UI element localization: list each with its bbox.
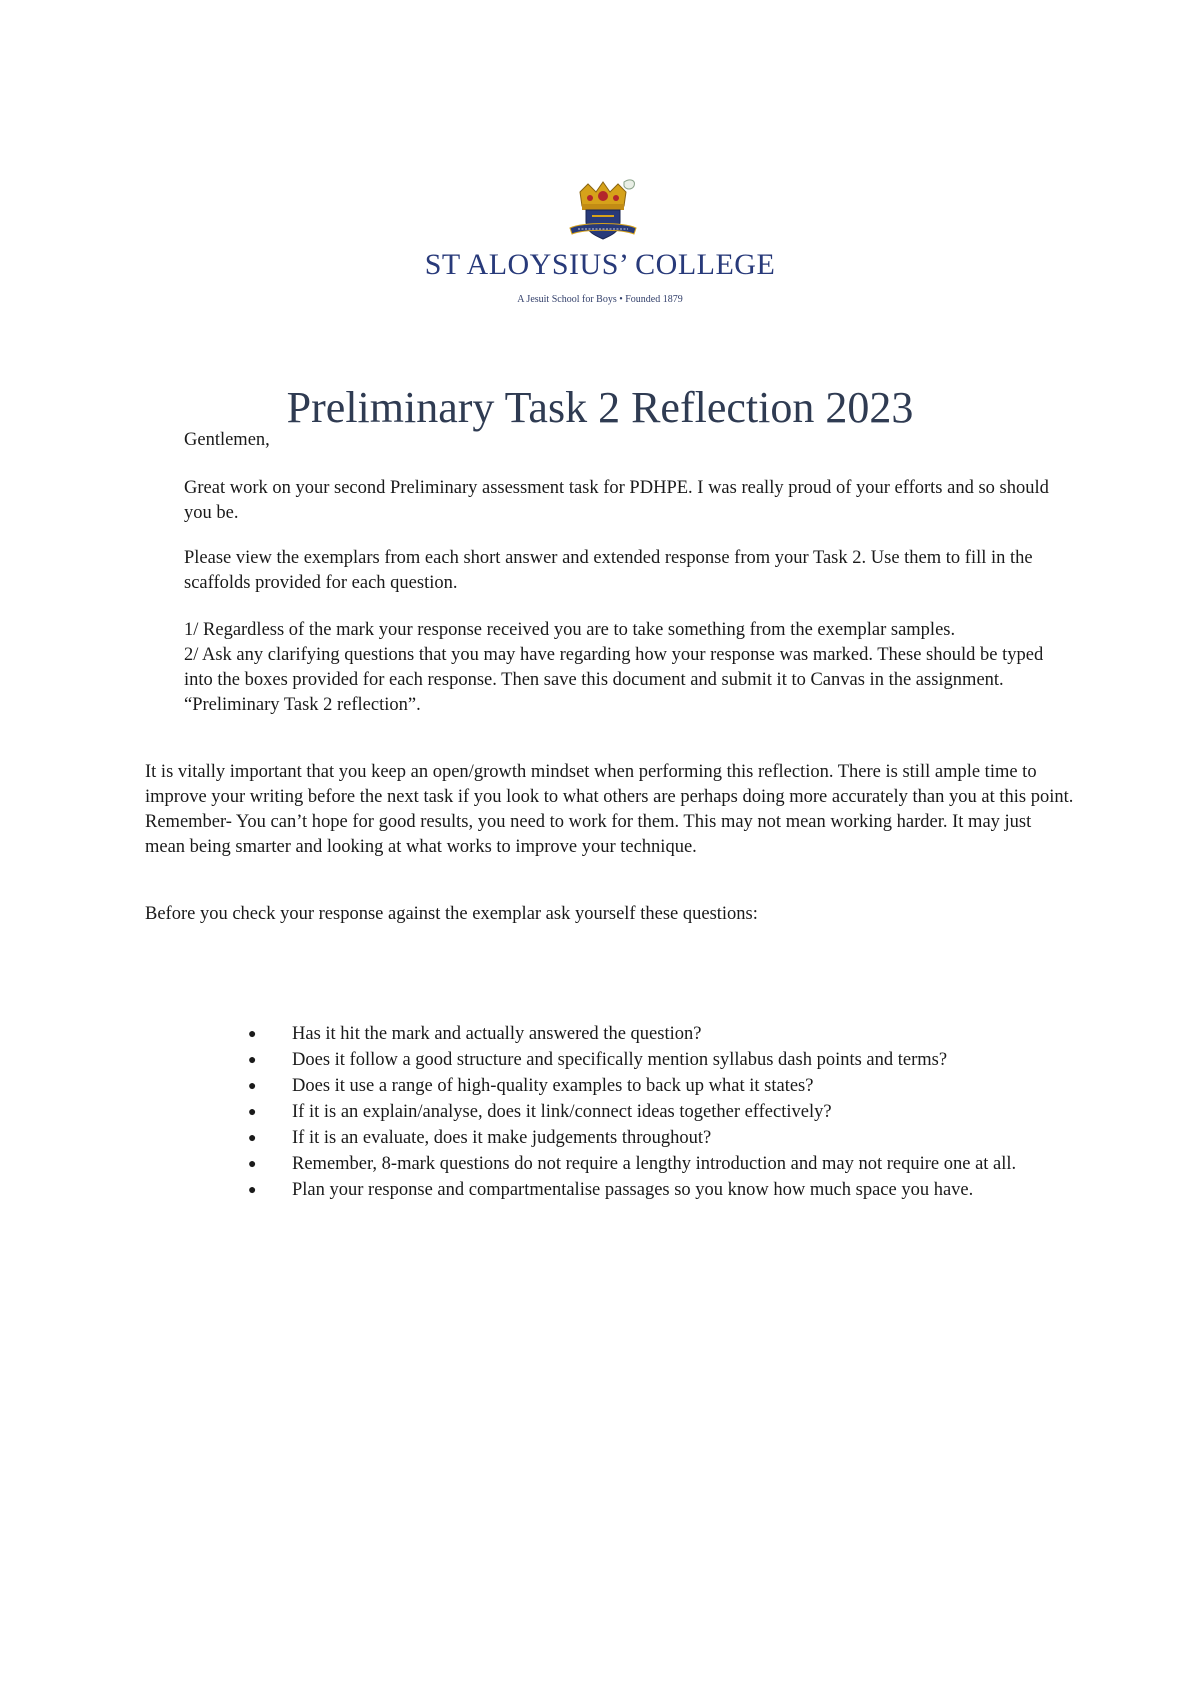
list-item	[248, 1074, 1068, 1099]
list-item	[248, 1178, 1068, 1203]
list-item	[248, 1126, 1068, 1151]
mindset-paragraph: It is vitally important that you keep an open/growth mindset when performing this reflection. There is still ample time to improve your writing before the next task if you look to what others are perhaps doing more accurately than you at this point.	[145, 762, 1074, 807]
document-title: Preliminary Task 2 Reflection 2023	[286, 383, 914, 432]
list-item-text: Does it follow a good structure and specifically mention syllabus dash points and terms?	[292, 1050, 948, 1070]
greeting-text: Gentlemen,	[184, 430, 270, 450]
intro-paragraph-text: Please view the exemplars from each short answer and extended response from your Task 2. Use them to fill in the scaffolds provided for each question.	[184, 548, 1033, 593]
checklist-intro-text: Before you check your response against the exemplar ask yourself these questions:	[145, 904, 758, 924]
list-item	[248, 1022, 1068, 1047]
intro-paragraph-1	[184, 476, 1064, 526]
checklist	[248, 1022, 1068, 1204]
intro-paragraph-2	[184, 546, 1064, 596]
list-item	[248, 1048, 1068, 1073]
bullet-icon: ●	[248, 1157, 257, 1172]
checklist-intro	[145, 902, 1075, 927]
college-crest-logo	[562, 176, 644, 246]
remember-paragraph: Remember- You can’t hope for good results, you need to work for them. This may not mean working harder. It may just mean being smarter and looking at what works to improve your technique.	[145, 812, 1032, 857]
instruction-1: 1/ Regardless of the mark your response received you are to take something from the exemplar samples.	[184, 620, 956, 640]
list-item-text: Remember, 8-mark questions do not require a lengthy introduction and may not require one at all.	[292, 1154, 1017, 1174]
list-item-text: Has it hit the mark and actually answered the question?	[292, 1024, 702, 1044]
college-tagline: A Jesuit School for Boys • Founded 1879	[517, 294, 683, 305]
list-item-text: Plan your response and compartmentalise passages so you know how much space you have.	[292, 1180, 974, 1200]
intro-paragraph-text: Great work on your second Preliminary assessment task for PDHPE. I was really proud of your efforts and so should you be.	[184, 478, 1049, 523]
college-name: ST ALOYSIUS’ COLLEGE	[424, 248, 776, 281]
bullet-icon: ●	[248, 1105, 257, 1120]
bullet-icon: ●	[248, 1131, 257, 1146]
bullet-icon: ●	[248, 1053, 257, 1068]
list-item	[248, 1152, 1068, 1177]
list-item-text: Does it use a range of high-quality examples to back up what it states?	[292, 1076, 814, 1096]
instructions	[184, 618, 1064, 718]
bullet-icon: ●	[248, 1183, 257, 1198]
list-item-text: If it is an explain/analyse, does it link/connect ideas together effectively?	[292, 1102, 832, 1122]
bullet-icon: ●	[248, 1079, 257, 1094]
bullet-icon: ●	[248, 1027, 257, 1042]
greeting	[184, 428, 1064, 453]
list-item	[248, 1100, 1068, 1125]
list-item-text: If it is an evaluate, does it make judgements throughout?	[292, 1128, 712, 1148]
mindset-section	[145, 760, 1075, 860]
instruction-2: 2/ Ask any clarifying questions that you may have regarding how your response was marked. These should be typed into the boxes provided for each response. Then save this document and submit it to Canvas in the assignment. “Preliminary Task 2 reflection”.	[184, 645, 1044, 715]
